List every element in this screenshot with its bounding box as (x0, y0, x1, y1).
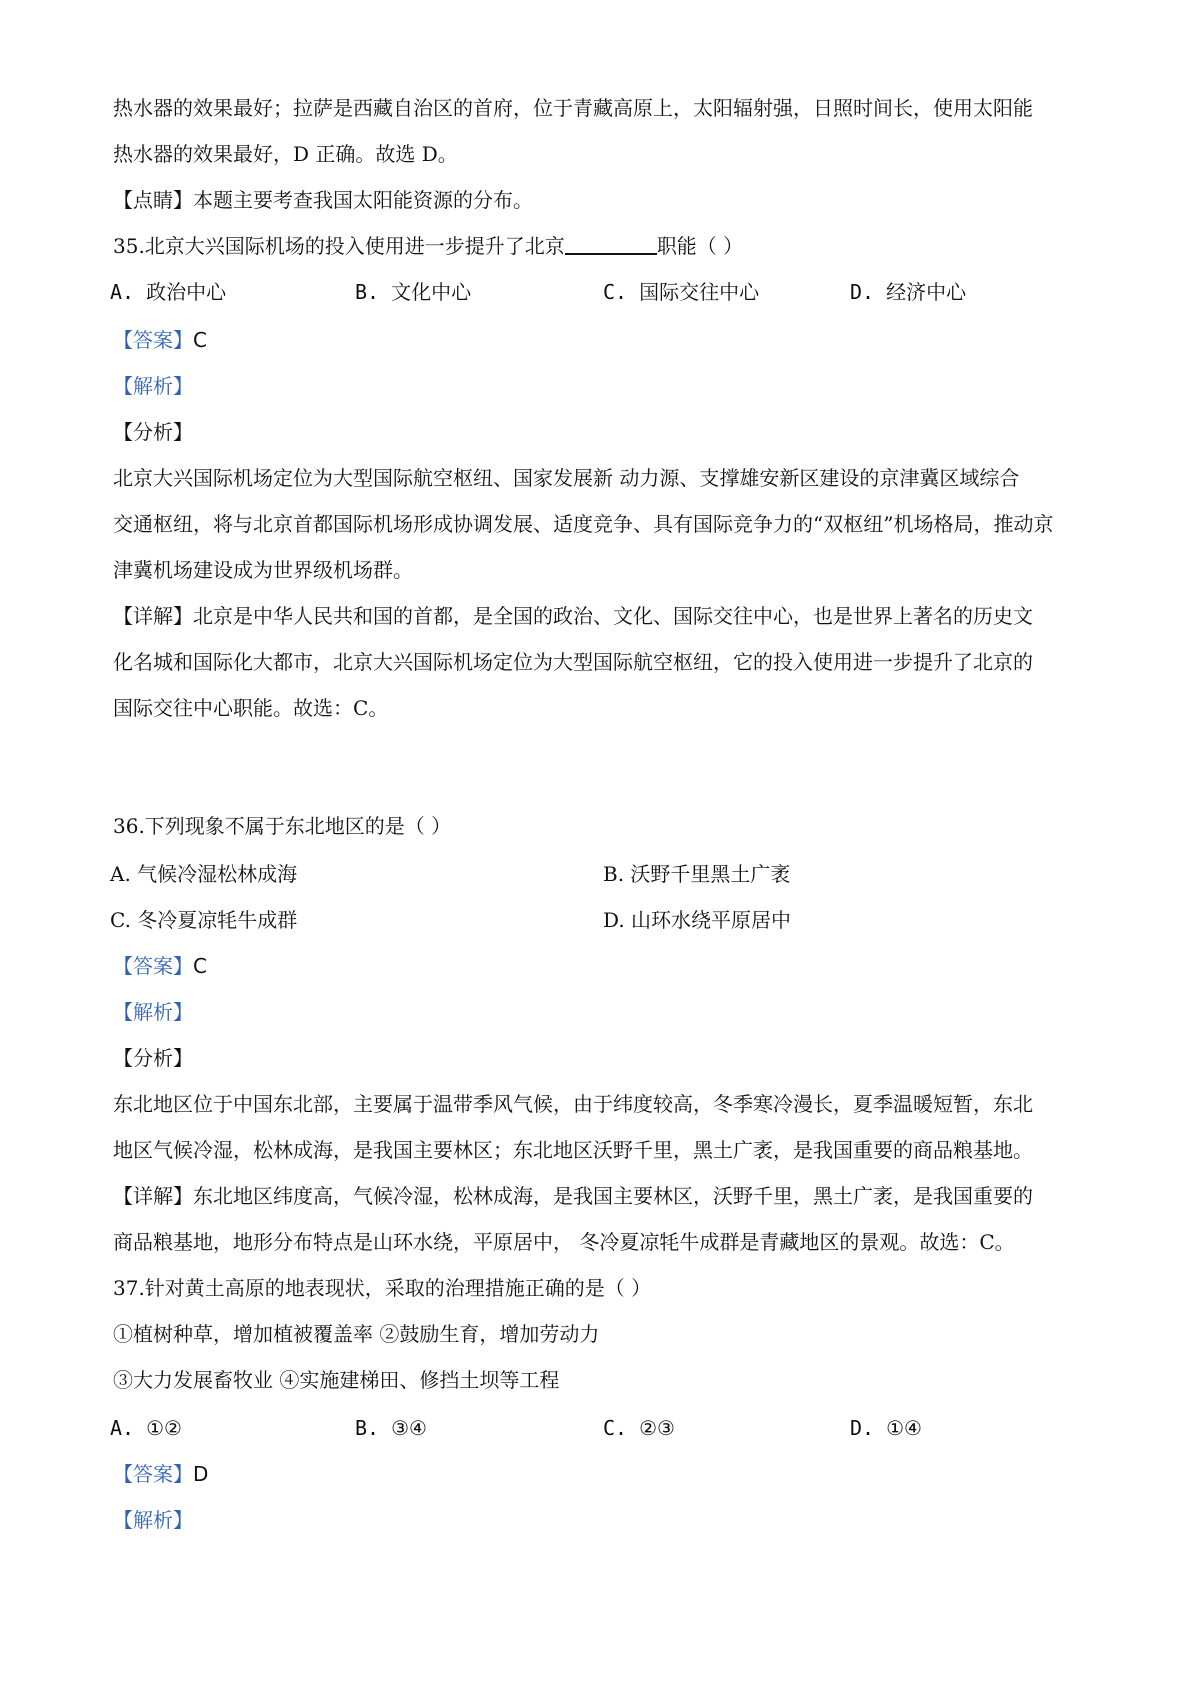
intro-line-2: 热水器的效果最好，D 正确。故选 D。 (113, 142, 458, 166)
q36-option-d[interactable]: D. 山环水绕平原居中 (603, 908, 792, 932)
q35-jiexi-label: 【解析】 (113, 374, 193, 398)
q35-xiangjie-line-2: 化名城和国际化大都市，北京大兴国际机场定位为大型国际航空枢纽，它的投入使用进一步提升了北京的 (113, 650, 1033, 674)
intro-line-1: 热水器的效果最好；拉萨是西藏自治区的首府，位于青藏高原上，太阳辐射强，日照时间长，使用太阳能 (113, 96, 1033, 120)
q36-answer (113, 952, 207, 980)
q36-stem: 36.下列现象不属于东北地区的是（ ） (113, 814, 452, 838)
q35-xiangjie-line-3: 国际交往中心职能。故选：C。 (113, 696, 389, 720)
q37-option-c[interactable]: C. ②③ (603, 1416, 675, 1440)
q37-option-d[interactable]: D. ①④ (850, 1416, 922, 1440)
q36-fenxi-line-1: 东北地区位于中国东北部，主要属于温带季风气候，由于纬度较高，冬季寒冷漫长，夏季温暖短暂，东北 (113, 1092, 1033, 1116)
q35-stem (113, 232, 743, 260)
q36-fenxi-line-2: 地区气候冷湿，松林成海，是我国主要林区；东北地区沃野千里，黑土广袤，是我国重要的商品粮基地。 (113, 1138, 1033, 1162)
q35-option-b[interactable]: B. 文化中心 (355, 280, 472, 304)
q36-option-b[interactable]: B. 沃野千里黑土广袤 (603, 862, 791, 886)
q37-jiexi-label: 【解析】 (113, 1508, 193, 1532)
q37-stem: 37.针对黄土高原的地表现状，采取的治理措施正确的是（ ） (113, 1276, 652, 1300)
q35-fenxi-line-1: 北京大兴国际机场定位为大型国际航空枢纽、国家发展新 动力源、支撑雄安新区建设的京津冀区域综合 (113, 466, 1020, 490)
q35-stem-after: 职能（ ） (656, 234, 744, 258)
q36-xiangjie-line-1: 【详解】东北地区纬度高，气候冷湿，松林成海，是我国主要林区，沃野千里，黑土广袤，是我国重要的 (113, 1184, 1033, 1208)
q35-fenxi-line-2: 交通枢纽，将与北京首都国际机场形成协调发展、适度竞争、具有国际竞争力的“双枢纽”机场格局，推动京 (113, 512, 1054, 536)
q37-answer-value: D (193, 1462, 209, 1486)
q37-option-a[interactable]: A. ①② (110, 1416, 182, 1440)
q35-xiangjie-line-1: 【详解】北京是中华人民共和国的首都，是全国的政治、文化、国际交往中心，也是世界上著名的历史文 (113, 604, 1033, 628)
q35-option-c[interactable]: C. 国际交往中心 (603, 280, 760, 304)
q36-answer-value: C (193, 954, 207, 978)
q36-jiexi-label: 【解析】 (113, 1000, 193, 1024)
q36-answer-label: 【答案】 (113, 954, 193, 978)
q37-answer (113, 1460, 208, 1488)
q37-items-line-2: ③大力发展畜牧业 ④实施建梯田、修挡土坝等工程 (113, 1368, 560, 1392)
q36-option-c[interactable]: C. 冬冷夏凉牦牛成群 (110, 908, 298, 932)
q35-answer (113, 326, 207, 354)
q35-fenxi-line-3: 津冀机场建设成为世界级机场群。 (113, 558, 413, 582)
dianjing-note: 【点睛】本题主要考查我国太阳能资源的分布。 (113, 188, 533, 212)
q36-option-a[interactable]: A. 气候冷湿松林成海 (110, 862, 298, 886)
q35-option-d[interactable]: D. 经济中心 (850, 280, 967, 304)
q36-xiangjie-line-2: 商品粮基地，地形分布特点是山环水绕，平原居中， 冬冷夏凉牦牛成群是青藏地区的景观。故选：C。 (113, 1230, 1015, 1254)
q36-fenxi-label: 【分析】 (113, 1046, 193, 1070)
q35-option-a[interactable]: A. 政治中心 (110, 280, 227, 304)
q35-blank (565, 233, 657, 255)
q37-items-line-1: ①植树种草，增加植被覆盖率 ②鼓励生育，增加劳动力 (113, 1322, 600, 1346)
q37-option-b[interactable]: B. ③④ (355, 1416, 427, 1440)
q35-fenxi-label: 【分析】 (113, 420, 193, 444)
q35-answer-label: 【答案】 (113, 328, 193, 352)
q35-answer-value: C (193, 328, 207, 352)
q37-answer-label: 【答案】 (113, 1462, 193, 1486)
q35-stem-before: 35.北京大兴国际机场的投入使用进一步提升了北京 (113, 234, 565, 258)
